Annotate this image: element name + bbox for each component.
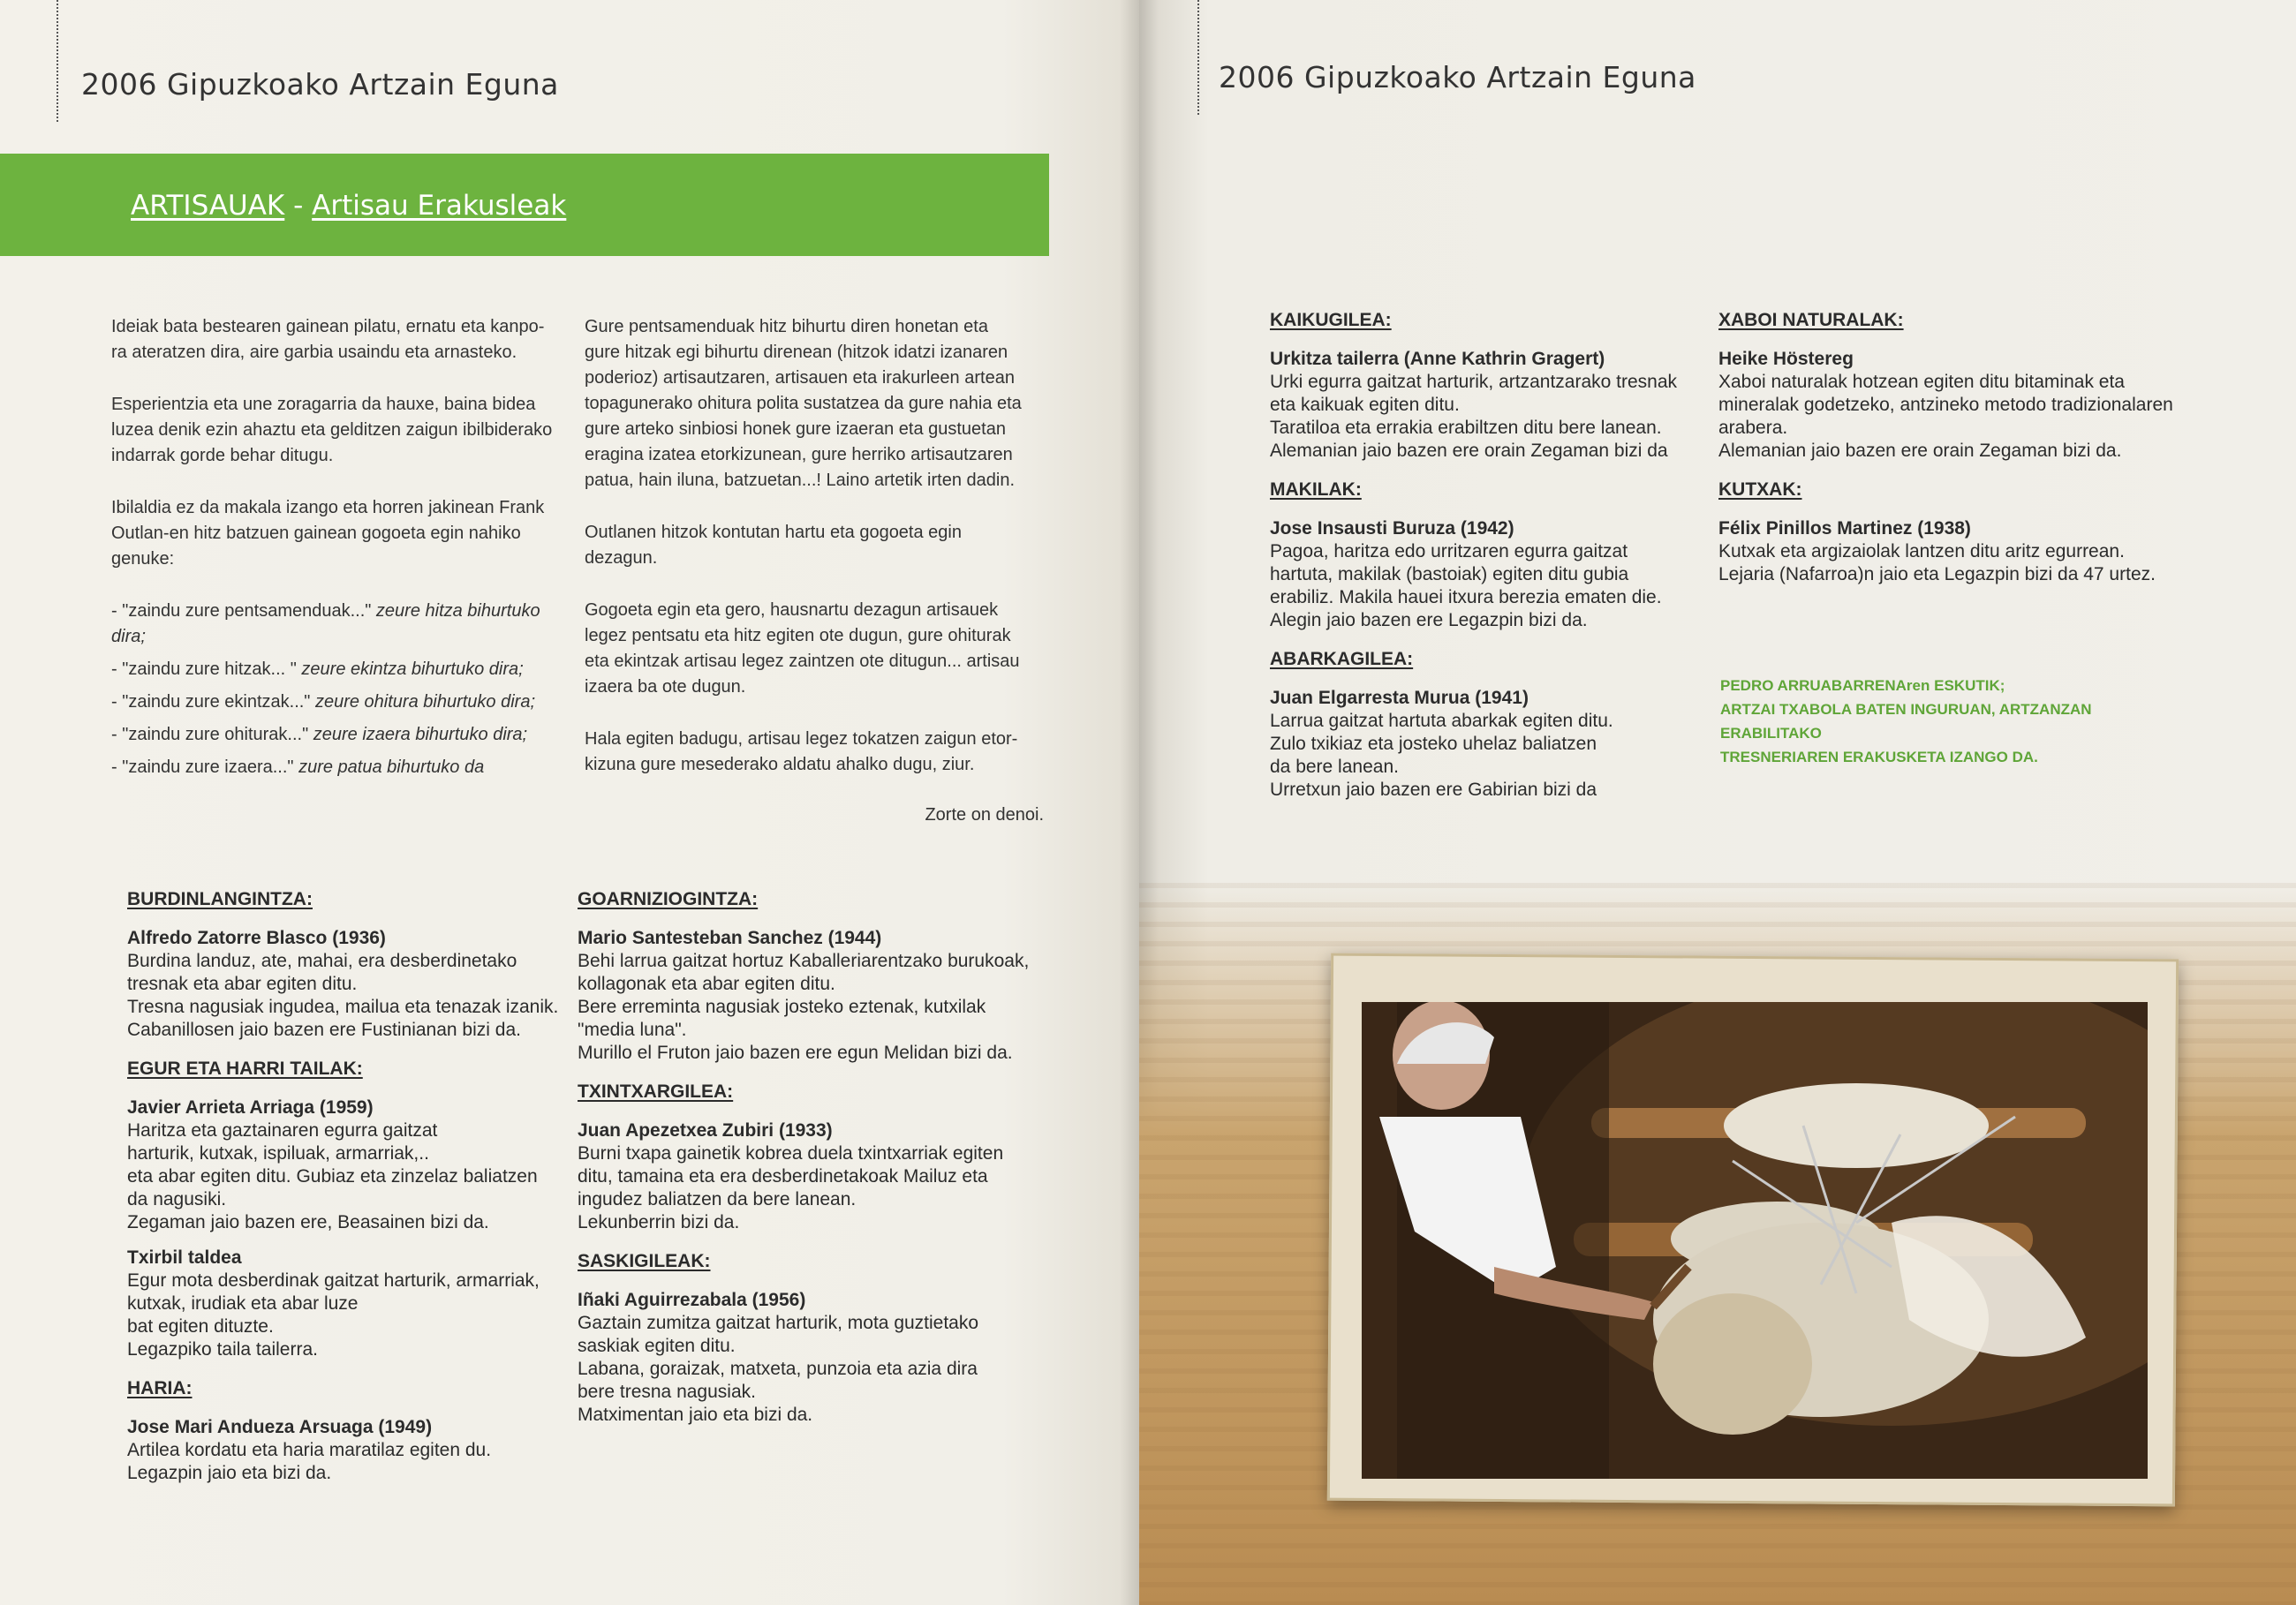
line: Urretxun jaio bazen ere Gabirian bizi da xyxy=(1270,780,1597,800)
section-heading: TXINTXARGILEA: xyxy=(578,1081,734,1102)
left-running-head: 2006 Gipuzkoako Artzain Eguna xyxy=(81,67,559,102)
quote-line xyxy=(111,722,570,748)
quote-line xyxy=(111,755,570,780)
quote-text: - "zaindu zure ekintzak..." xyxy=(111,692,315,712)
artisan-description xyxy=(578,1312,1072,1427)
note-line: ARTZAI TXABOLA BATEN INGURUAN, ARTZANZAN ERABILITAKO xyxy=(1720,701,2092,742)
line: hartuta, makilak (bastoiak) egiten ditu gubia xyxy=(1270,564,1629,584)
line: Murillo el Fruton jaio bazen ere egun Melidan bizi da. xyxy=(578,1043,1013,1063)
intro-column-1 xyxy=(111,314,570,787)
line: Hala egiten badugu, artisau legez tokatzen zaigun etor- xyxy=(585,729,1018,749)
banner-title-part2: Artisau Erakusleak xyxy=(312,190,567,222)
line: da bere lanean. xyxy=(1270,757,1399,777)
artisan-name: Iñaki Aguirrezabala (1956) xyxy=(578,1290,806,1310)
line: Alemanian jaio bazen ere orain Zegaman bizi da. xyxy=(1718,441,2122,461)
line: izaera ba ote dugun. xyxy=(585,677,746,697)
line: gure hitzak egi bihurtu direnean (hitzok idatzi izanaren xyxy=(585,343,1008,362)
line: gure arteko sinbiosi honek gure izaeran eta gustuetan xyxy=(585,419,1006,439)
banner-title-sep: - xyxy=(284,190,313,222)
section-heading: XABOI NATURALAK: xyxy=(1718,310,1904,330)
intro2-paragraph-2 xyxy=(585,520,1044,571)
banner-title-part1: ARTISAUAK xyxy=(131,190,285,222)
line: kizuna gure mesederako aldatu ahalko dugu, ziur. xyxy=(585,755,975,774)
note-line: PEDRO ARRUABARRENAren ESKUTIK; xyxy=(1720,677,2005,694)
artisan-name: Félix Pinillos Martinez (1938) xyxy=(1718,518,1971,539)
quote-italic: zure patua bihurtuko da xyxy=(298,757,485,777)
artisan-description xyxy=(1718,371,2178,463)
line: topagunerako ohitura polita sustatzea da gure nahia eta xyxy=(585,394,1022,413)
line: luzea denik ezin ahaztu eta gelditzen zaigun ibilbiderako xyxy=(111,420,553,440)
left-section-column-1 xyxy=(127,888,586,1501)
line: indarrak gorde behar ditugu. xyxy=(111,446,334,465)
artisan-name: Juan Apezetxea Zubiri (1933) xyxy=(578,1120,833,1141)
line: Ibilaldia ez da makala izango eta horren jakinean Frank xyxy=(111,498,545,517)
artisan-description xyxy=(1270,540,1711,632)
line: Egur mota desberdinak gaitzat harturik, armarriak, xyxy=(127,1270,540,1291)
artisan-name: Jose Mari Andueza Arsuaga (1949) xyxy=(127,1417,433,1437)
section-heading: GOARNIZIOGINTZA: xyxy=(578,889,759,909)
intro2-paragraph-1 xyxy=(585,314,1044,494)
intro-paragraph-2 xyxy=(111,392,570,469)
artisan-description xyxy=(1270,371,1711,463)
line: Gaztain zumitza gaitzat harturik, mota guztietako xyxy=(578,1313,979,1333)
artisan-description xyxy=(127,1439,586,1485)
right-section-column-2 xyxy=(1718,309,2178,602)
line: Labana, goraizak, matxeta, punzoia eta azia dira xyxy=(578,1359,978,1379)
line: bat egiten dituzte. xyxy=(127,1316,274,1337)
quote-text: - "zaindu zure izaera..." xyxy=(111,757,299,777)
left-head-rule xyxy=(57,0,58,122)
line: Artilea kordatu eta haria maratilaz egiten du. xyxy=(127,1440,492,1460)
line: Cabanillosen jaio bazen ere Fustinianan bizi da. xyxy=(127,1020,521,1040)
artisan-name: Heike Höstereg xyxy=(1718,349,1854,369)
line: saskiak egiten ditu. xyxy=(578,1336,736,1356)
line: kutxak, irudiak eta abar luze xyxy=(127,1293,359,1314)
quote-italic: zeure izaera bihurtuko dira; xyxy=(313,725,528,744)
line: Burdina landuz, ate, mahai, era desberdinetako xyxy=(127,951,517,971)
artisan-description xyxy=(578,950,1072,1065)
quote-italic: zeure hitza bihurtuko dira; xyxy=(111,601,540,646)
quote-line xyxy=(111,657,570,682)
line: Ideiak bata bestearen gainean pilatu, ernatu eta kanpo- xyxy=(111,317,545,336)
line: Outlanen hitzok kontutan hartu eta gogoeta egin xyxy=(585,523,962,542)
line: harturik, kutxak, ispiluak, armarriak,.. xyxy=(127,1143,429,1164)
artisan-description xyxy=(1718,540,2178,586)
line: kollagonak eta abar egiten ditu. xyxy=(578,974,835,994)
section-heading: HARIA: xyxy=(127,1378,193,1398)
line: arabera. xyxy=(1718,418,1788,438)
section-heading: SASKIGILEAK: xyxy=(578,1251,711,1271)
line: poderioz) artisautzaren, artisauen eta irakurleen artean xyxy=(585,368,1015,388)
line: Tresna nagusiak ingudea, mailua eta tenazak izanik. xyxy=(127,997,559,1017)
line: Legazpiko taila tailerra. xyxy=(127,1339,318,1360)
line: da nagusiki. xyxy=(127,1189,227,1209)
line: Kutxak eta argizaiolak lantzen ditu aritz egurrean. xyxy=(1718,541,2125,561)
line: Lekunberrin bizi da. xyxy=(578,1212,740,1232)
line: eragina izatea etorkizunean, gure herriko artisautzaren xyxy=(585,445,1013,464)
line: bere tresna nagusiak. xyxy=(578,1382,756,1402)
right-section-column-1 xyxy=(1270,309,1711,818)
quote-line xyxy=(111,599,570,650)
line: tresnak eta abar egiten ditu. xyxy=(127,974,358,994)
quote-text: - "zaindu zure pentsamenduak..." xyxy=(111,601,376,621)
line: eta abar egiten ditu. Gubiaz eta zinzelaz baliatzen xyxy=(127,1166,538,1187)
line: Gure pentsamenduak hitz bihurtu diren honetan eta xyxy=(585,317,988,336)
line: Alemanian jaio bazen ere orain Zegaman bizi da xyxy=(1270,441,1668,461)
spinning-wheel-illustration xyxy=(1362,1002,2148,1479)
artisan-name: Alfredo Zatorre Blasco (1936) xyxy=(127,928,386,948)
line: eta kaikuak egiten ditu. xyxy=(1270,395,1460,415)
quote-text: - "zaindu zure ohiturak..." xyxy=(111,725,313,744)
artisan-photo xyxy=(1362,1002,2148,1479)
line: Matximentan jaio eta bizi da. xyxy=(578,1405,813,1425)
section-heading: KUTXAK: xyxy=(1718,479,1802,500)
line: Zegaman jaio bazen ere, Beasainen bizi da. xyxy=(127,1212,489,1232)
line: Larrua gaitzat hartuta abarkak egiten ditu. xyxy=(1270,711,1613,731)
line: Lejaria (Nafarroa)n jaio eta Legazpin bizi da 47 urtez. xyxy=(1718,564,2156,584)
line: erabiliz. Makila hauei itxura berezia ematen die. xyxy=(1270,587,1662,607)
line: "media luna". xyxy=(578,1020,687,1040)
line: Gogoeta egin eta gero, hausnartu dezagun artisauek xyxy=(585,600,999,620)
quote-line xyxy=(111,689,570,715)
section-heading: KAIKUGILEA: xyxy=(1270,310,1392,330)
artisan-name: Juan Elgarresta Murua (1941) xyxy=(1270,688,1529,708)
line: mineralak godetzeko, antzineko metodo tradizionalaren xyxy=(1718,395,2173,415)
section-heading: EGUR ETA HARRI TAILAK: xyxy=(127,1059,363,1079)
artisan-description xyxy=(127,1270,586,1361)
closing-line: Zorte on denoi. xyxy=(925,805,1044,825)
quote-text: - "zaindu zure hitzak... " xyxy=(111,659,302,679)
quote-italic: zeure ohitura bihurtuko dira; xyxy=(314,692,536,712)
artisan-description xyxy=(578,1142,1072,1234)
artisan-name: Jose Insausti Buruza (1942) xyxy=(1270,518,1514,539)
quote-italic: zeure ekintza bihurtuko dira; xyxy=(301,659,524,679)
line: ra ateratzen dira, aire garbia usaindu eta arnasteko. xyxy=(111,343,517,362)
line: Behi larrua gaitzat hortuz Kaballeriarentzako burukoak, xyxy=(578,951,1030,971)
line: Taratiloa eta errakia erabiltzen ditu bere lanean. xyxy=(1270,418,1662,438)
intro-column-2 xyxy=(585,314,1044,828)
line: Esperientzia eta une zoragarria da hauxe, baina bidea xyxy=(111,395,536,414)
line: genuke: xyxy=(111,549,175,569)
line: Bere erreminta nagusiak josteko eztenak, kutxilak xyxy=(578,997,986,1017)
section-heading: MAKILAK: xyxy=(1270,479,1362,500)
line: ditu, tamaina eta era desberdinetakoak Mailuz eta xyxy=(578,1166,988,1187)
line: eta ekintzak artisau legez zaintzen ote ditugun... artisau xyxy=(585,652,1020,671)
line: Zulo txikiaz eta josteko uhelaz baliatzen xyxy=(1270,734,1597,754)
artisan-name: Urkitza tailerra (Anne Kathrin Gragert) xyxy=(1270,349,1605,369)
line: Urki egurra gaitzat harturik, artzantzarako tresnak xyxy=(1270,372,1678,392)
line: ingudez baliatzen da bere lanean. xyxy=(578,1189,857,1209)
line: legez pentsatu eta hitz egiten ote dugun, gure ohiturak xyxy=(585,626,1011,645)
line: patua, hain iluna, batzuetan...! Laino artetik irten dadin. xyxy=(585,471,1016,490)
line: Legazpin jaio eta bizi da. xyxy=(127,1463,332,1483)
line: Pagoa, haritza edo urritzaren egurra gaitzat xyxy=(1270,541,1628,561)
artisan-description xyxy=(127,1119,586,1234)
artisan-name: Txirbil taldea xyxy=(127,1247,242,1268)
intro2-paragraph-3 xyxy=(585,598,1044,700)
line: Burni txapa gainetik kobrea duela txintxarriak egiten xyxy=(578,1143,1004,1164)
section-heading: BURDINLANGINTZA: xyxy=(127,889,313,909)
intro2-paragraph-4 xyxy=(585,727,1044,778)
section-heading: ABARKAGILEA: xyxy=(1270,649,1414,669)
note-line: TRESNERIAREN ERAKUSKETA IZANGO DA. xyxy=(1720,749,2038,765)
artisan-name: Javier Arrieta Arriaga (1959) xyxy=(127,1097,374,1118)
right-head-rule xyxy=(1197,0,1199,115)
exhibition-note xyxy=(1720,674,2179,769)
artisan-description xyxy=(1270,710,1711,802)
intro-paragraph-3 xyxy=(111,495,570,572)
line: Alegin jaio bazen ere Legazpin bizi da. xyxy=(1270,610,1588,630)
intro-paragraph-1 xyxy=(111,314,570,365)
line: Haritza eta gaztainaren egurra gaitzat xyxy=(127,1120,438,1141)
artisan-description xyxy=(127,950,586,1042)
line: dezagun. xyxy=(585,548,658,568)
line: Outlan-en hitz batzuen gainean gogoeta egin nahiko xyxy=(111,524,521,543)
line: Xaboi naturalak hotzean egiten ditu bitaminak eta xyxy=(1718,372,2125,392)
artisan-name: Mario Santesteban Sanchez (1944) xyxy=(578,928,882,948)
right-running-head: 2006 Gipuzkoako Artzain Eguna xyxy=(1219,60,1696,94)
left-section-column-2 xyxy=(578,888,1072,1443)
banner-title xyxy=(131,190,566,222)
